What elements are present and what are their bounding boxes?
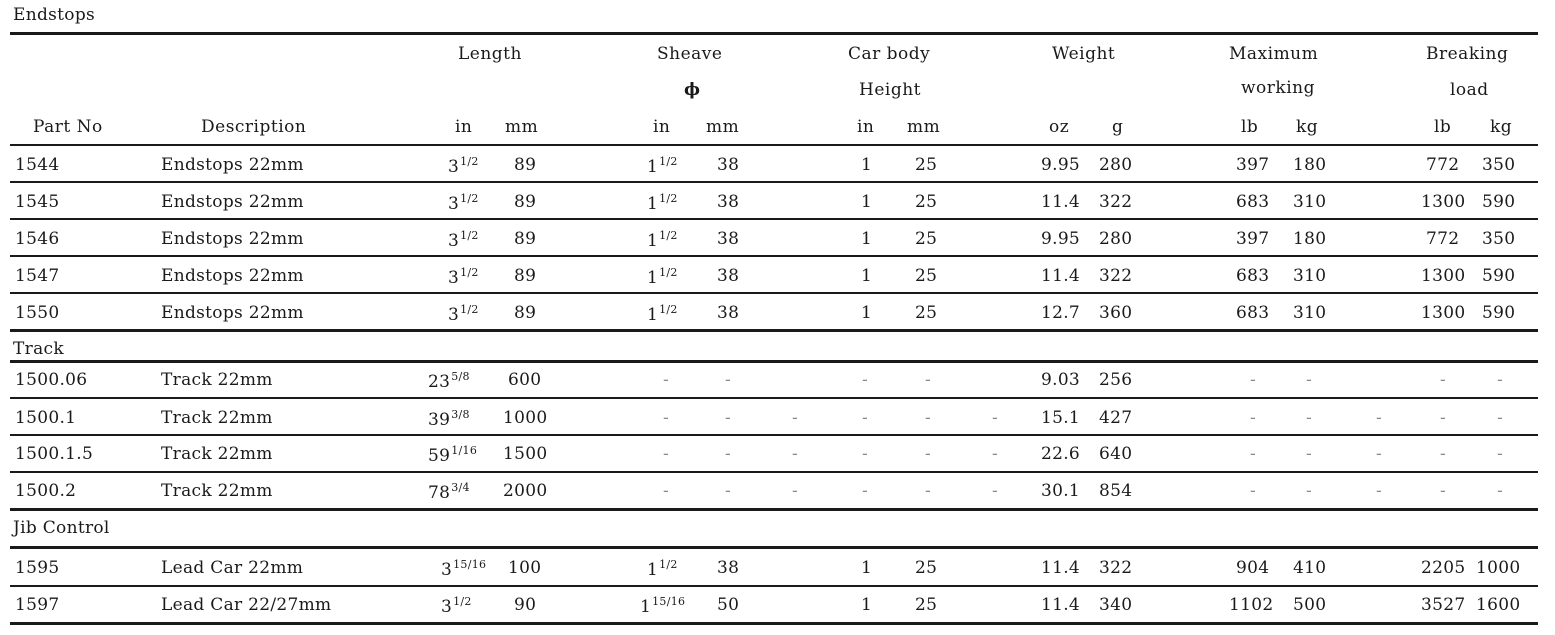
cell-bl-lb: - <box>1440 444 1447 464</box>
col-carbody-in: in <box>857 117 875 137</box>
cell-cb-extra: - <box>992 408 999 428</box>
cell-w-g: 322 <box>1099 266 1133 286</box>
cell-w-oz: 22.6 <box>1041 444 1081 464</box>
cell-part: 1500.06 <box>15 370 88 390</box>
cell-len-in: $78^{3/4}$ <box>428 481 470 503</box>
header-working: working <box>1241 78 1315 98</box>
cell-mw-extra: - <box>1376 444 1383 464</box>
cell-bl-lb: 2205 <box>1421 558 1466 578</box>
cell-w-oz: 11.4 <box>1041 266 1081 286</box>
cell-cb-extra: - <box>992 481 999 501</box>
cell-bl-lb: - <box>1440 408 1447 428</box>
cell-bl-kg: 1000 <box>1476 558 1521 578</box>
section-rule <box>10 329 1538 332</box>
col-length-in: in <box>455 117 473 137</box>
col-part-no: Part No <box>33 117 103 137</box>
cell-w-oz: 12.7 <box>1041 303 1081 323</box>
cell-w-g: 640 <box>1099 444 1133 464</box>
cell-len-mm: 90 <box>514 595 537 615</box>
header-bottom-rule <box>10 144 1538 146</box>
cell-bl-lb: 1300 <box>1421 303 1466 323</box>
cell-len-in: $23^{5/8}$ <box>428 370 470 392</box>
cell-w-oz: 11.4 <box>1041 192 1081 212</box>
cell-len-in: $39^{3/8}$ <box>428 408 470 430</box>
header-maximum: Maximum <box>1229 44 1319 64</box>
cell-desc: Endstops 22mm <box>161 192 304 212</box>
section-rule <box>10 546 1538 549</box>
cell-sh-in: $1^{1/2}$ <box>647 155 678 177</box>
cell-cb-mm: - <box>925 370 932 390</box>
cell-sh-in: $1^{1/2}$ <box>647 558 678 580</box>
table-top-rule <box>10 32 1538 35</box>
cell-bl-kg: - <box>1497 408 1504 428</box>
cell-w-oz: 11.4 <box>1041 558 1081 578</box>
row-rule <box>10 218 1538 220</box>
cell-mw-lb: 683 <box>1236 192 1270 212</box>
cell-cb-mm: - <box>925 481 932 501</box>
cell-mw-kg: - <box>1306 408 1313 428</box>
header-car-body: Car body <box>848 44 931 64</box>
col-sheave-in: in <box>653 117 671 137</box>
cell-cb-mm: 25 <box>915 229 938 249</box>
row-rule <box>10 292 1538 294</box>
cell-desc: Endstops 22mm <box>161 155 304 175</box>
header-car-body-height: Height <box>859 80 921 100</box>
cell-len-mm: 1000 <box>503 408 548 428</box>
row-rule <box>10 181 1538 183</box>
cell-sh-mm: 38 <box>717 192 740 212</box>
cell-desc: Endstops 22mm <box>161 229 304 249</box>
cell-mw-kg: 180 <box>1293 229 1327 249</box>
cell-part: 1597 <box>15 595 60 615</box>
cell-bl-kg: - <box>1497 444 1504 464</box>
cell-bl-kg: - <box>1497 370 1504 390</box>
row-rule <box>10 255 1538 257</box>
cell-sh-mm: - <box>725 370 732 390</box>
cell-sh-mm: 38 <box>717 303 740 323</box>
cell-w-g: 322 <box>1099 192 1133 212</box>
cell-len-in: $3^{15/16}$ <box>441 558 487 580</box>
header-load: load <box>1450 80 1489 100</box>
cell-bl-lb: 3527 <box>1421 595 1466 615</box>
cell-mw-kg: 410 <box>1293 558 1327 578</box>
cell-sh-in: $1^{1/2}$ <box>647 303 678 325</box>
cell-cb-in: 1 <box>861 266 873 286</box>
cell-bl-kg: 590 <box>1482 266 1516 286</box>
cell-part: 1595 <box>15 558 60 578</box>
cell-cb-in: - <box>862 481 869 501</box>
cell-mw-extra: - <box>1376 408 1383 428</box>
col-carbody-mm: mm <box>907 117 941 137</box>
cell-bl-lb: - <box>1440 481 1447 501</box>
cell-sh-extra: - <box>792 444 799 464</box>
cell-desc: Track 22mm <box>161 444 273 464</box>
cell-len-in: $3^{1/2}$ <box>448 192 479 214</box>
row-rule <box>10 434 1538 436</box>
cell-sh-extra: - <box>792 408 799 428</box>
cell-sh-mm: 38 <box>717 266 740 286</box>
cell-bl-lb: 772 <box>1426 155 1460 175</box>
cell-bl-lb: 1300 <box>1421 266 1466 286</box>
header-length: Length <box>458 44 522 64</box>
cell-part: 1500.1.5 <box>15 444 94 464</box>
row-rule <box>10 397 1538 399</box>
cell-w-oz: 9.95 <box>1041 155 1081 175</box>
cell-len-mm: 89 <box>514 303 537 323</box>
cell-part: 1547 <box>15 266 60 286</box>
cell-sh-in: $1^{1/2}$ <box>647 266 678 288</box>
cell-sh-extra: - <box>792 481 799 501</box>
cell-mw-kg: 310 <box>1293 266 1327 286</box>
cell-len-in: $59^{1/16}$ <box>428 444 478 466</box>
cell-sh-mm: - <box>725 444 732 464</box>
cell-mw-lb: 397 <box>1236 155 1270 175</box>
cell-w-oz: 15.1 <box>1041 408 1081 428</box>
cell-mw-lb: - <box>1250 444 1257 464</box>
cell-w-g: 280 <box>1099 155 1133 175</box>
cell-bl-kg: - <box>1497 481 1504 501</box>
cell-desc: Track 22mm <box>161 370 273 390</box>
cell-cb-in: 1 <box>861 558 873 578</box>
cell-bl-lb: - <box>1440 370 1447 390</box>
col-description: Description <box>201 117 307 137</box>
cell-bl-lb: 772 <box>1426 229 1460 249</box>
cell-len-mm: 1500 <box>503 444 548 464</box>
cell-cb-in: 1 <box>861 229 873 249</box>
cell-len-in: $3^{1/2}$ <box>448 155 479 177</box>
cell-mw-lb: 397 <box>1236 229 1270 249</box>
cell-w-g: 854 <box>1099 481 1133 501</box>
cell-sh-mm: - <box>725 481 732 501</box>
cell-bl-kg: 1600 <box>1476 595 1521 615</box>
cell-desc: Endstops 22mm <box>161 303 304 323</box>
cell-len-mm: 89 <box>514 192 537 212</box>
cell-len-mm: 100 <box>508 558 542 578</box>
cell-len-mm: 89 <box>514 155 537 175</box>
header-sheave-symbol: ϕ <box>684 80 701 100</box>
cell-desc: Lead Car 22mm <box>161 558 304 578</box>
col-weight-oz: oz <box>1049 117 1070 137</box>
cell-w-g: 340 <box>1099 595 1133 615</box>
section-rule <box>10 508 1538 511</box>
header-weight: Weight <box>1052 44 1116 64</box>
cell-part: 1544 <box>15 155 60 175</box>
cell-len-in: $3^{1/2}$ <box>441 595 472 617</box>
cell-part: 1500.2 <box>15 481 77 501</box>
section-title-jib-control: Jib Control <box>13 518 110 538</box>
cell-mw-lb: 683 <box>1236 303 1270 323</box>
cell-w-oz: 9.95 <box>1041 229 1081 249</box>
cell-cb-in: - <box>862 370 869 390</box>
header-breaking: Breaking <box>1426 44 1509 64</box>
cell-mw-lb: 1102 <box>1229 595 1274 615</box>
cell-part: 1546 <box>15 229 60 249</box>
cell-mw-lb: - <box>1250 408 1257 428</box>
cell-sh-mm: - <box>725 408 732 428</box>
cell-mw-kg: 500 <box>1293 595 1327 615</box>
cell-sh-in: $1^{15/16}$ <box>640 595 686 617</box>
cell-part: 1500.1 <box>15 408 77 428</box>
cell-len-in: $3^{1/2}$ <box>448 266 479 288</box>
cell-sh-in: - <box>663 408 670 428</box>
cell-cb-mm: 25 <box>915 558 938 578</box>
col-weight-g: g <box>1112 117 1124 137</box>
cell-len-mm: 89 <box>514 266 537 286</box>
cell-cb-in: - <box>862 408 869 428</box>
section-title-endstops: Endstops <box>13 5 96 25</box>
cell-w-oz: 11.4 <box>1041 595 1081 615</box>
col-breaking-kg: kg <box>1490 117 1513 137</box>
cell-mw-kg: - <box>1306 481 1313 501</box>
cell-sh-in: - <box>663 444 670 464</box>
header-sheave: Sheave <box>657 44 723 64</box>
cell-len-mm: 600 <box>508 370 542 390</box>
cell-cb-mm: - <box>925 444 932 464</box>
cell-w-g: 280 <box>1099 229 1133 249</box>
cell-bl-lb: 1300 <box>1421 192 1466 212</box>
row-rule <box>10 585 1538 587</box>
cell-part: 1550 <box>15 303 60 323</box>
col-maxwork-kg: kg <box>1296 117 1319 137</box>
col-length-mm: mm <box>505 117 539 137</box>
col-maxwork-lb: lb <box>1241 117 1259 137</box>
cell-cb-in: 1 <box>861 155 873 175</box>
cell-sh-in: $1^{1/2}$ <box>647 229 678 251</box>
section-title-track: Track <box>13 339 64 359</box>
cell-sh-mm: 38 <box>717 558 740 578</box>
cell-mw-lb: 683 <box>1236 266 1270 286</box>
cell-w-g: 360 <box>1099 303 1133 323</box>
cell-cb-mm: - <box>925 408 932 428</box>
cell-mw-kg: 310 <box>1293 192 1327 212</box>
table-bottom-rule <box>10 622 1538 625</box>
cell-len-in: $3^{1/2}$ <box>448 303 479 325</box>
cell-cb-mm: 25 <box>915 595 938 615</box>
cell-len-mm: 2000 <box>503 481 548 501</box>
cell-bl-kg: 590 <box>1482 192 1516 212</box>
cell-sh-in: $1^{1/2}$ <box>647 192 678 214</box>
cell-cb-in: - <box>862 444 869 464</box>
cell-cb-mm: 25 <box>915 266 938 286</box>
cell-bl-kg: 590 <box>1482 303 1516 323</box>
cell-mw-extra: - <box>1376 481 1383 501</box>
cell-cb-in: 1 <box>861 303 873 323</box>
cell-mw-lb: 904 <box>1236 558 1270 578</box>
cell-w-oz: 30.1 <box>1041 481 1081 501</box>
cell-bl-kg: 350 <box>1482 155 1516 175</box>
section-rule <box>10 360 1538 363</box>
cell-sh-mm: 38 <box>717 229 740 249</box>
row-rule <box>10 471 1538 473</box>
cell-desc: Endstops 22mm <box>161 266 304 286</box>
cell-mw-kg: 180 <box>1293 155 1327 175</box>
cell-cb-in: 1 <box>861 595 873 615</box>
cell-mw-kg: - <box>1306 444 1313 464</box>
cell-cb-in: 1 <box>861 192 873 212</box>
cell-cb-mm: 25 <box>915 155 938 175</box>
cell-mw-lb: - <box>1250 481 1257 501</box>
cell-cb-extra: - <box>992 444 999 464</box>
cell-cb-mm: 25 <box>915 192 938 212</box>
cell-sh-in: - <box>663 370 670 390</box>
cell-sh-mm: 50 <box>717 595 740 615</box>
cell-len-mm: 89 <box>514 229 537 249</box>
cell-part: 1545 <box>15 192 60 212</box>
cell-w-g: 256 <box>1099 370 1133 390</box>
cell-len-in: $3^{1/2}$ <box>448 229 479 251</box>
cell-desc: Lead Car 22/27mm <box>161 595 332 615</box>
cell-mw-lb: - <box>1250 370 1257 390</box>
cell-w-g: 427 <box>1099 408 1133 428</box>
cell-sh-in: - <box>663 481 670 501</box>
cell-desc: Track 22mm <box>161 481 273 501</box>
cell-cb-mm: 25 <box>915 303 938 323</box>
cell-mw-kg: - <box>1306 370 1313 390</box>
cell-w-oz: 9.03 <box>1041 370 1081 390</box>
col-sheave-mm: mm <box>706 117 740 137</box>
cell-bl-kg: 350 <box>1482 229 1516 249</box>
cell-desc: Track 22mm <box>161 408 273 428</box>
cell-sh-mm: 38 <box>717 155 740 175</box>
col-breaking-lb: lb <box>1434 117 1452 137</box>
cell-w-g: 322 <box>1099 558 1133 578</box>
cell-mw-kg: 310 <box>1293 303 1327 323</box>
